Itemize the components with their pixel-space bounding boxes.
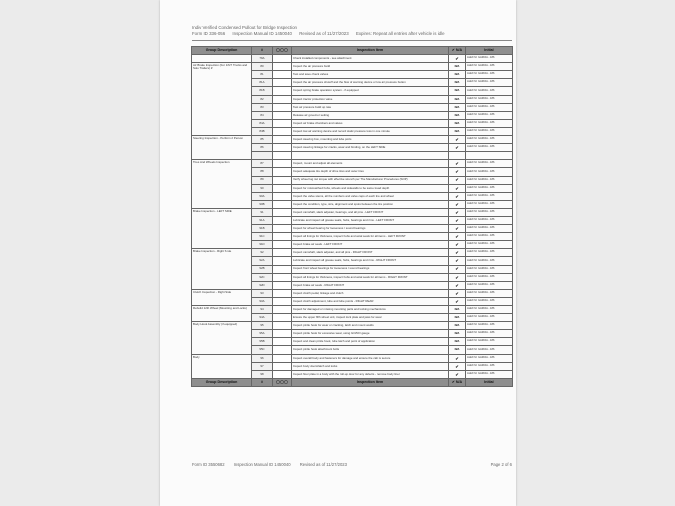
inspection-item-cell: Inspect brake air seals - LEFT FRONT: [292, 241, 449, 249]
item-number-cell: 90B: [252, 200, 273, 208]
group-description-cell: Rebuild 12th Wheel (Mounting and Locks): [192, 306, 252, 322]
table-row: [192, 306, 513, 314]
item-number-cell: 90A: [252, 192, 273, 200]
icon-check-cell: [273, 346, 292, 354]
check-mark-icon: ✔: [449, 273, 466, 281]
inspection-item-cell: Inspect camshaft, slack adjuster, bearings, and all pins - LEFT FRONT: [292, 208, 449, 216]
inspection-item-cell: Inspect and clean pintle hook, lube latch and point of application: [292, 338, 449, 346]
initial-signature-cell: ALEX M. GARCIA - 186: [466, 216, 513, 224]
not-applicable-mark: N/A: [449, 346, 466, 354]
header-rule: [192, 40, 512, 41]
inspection-item-cell: Inspect brake air seals - RIGHT FRONT: [292, 281, 449, 289]
inspection-item-cell: Inspect camshaft, slack adjuster, and all pins - RIGHT FRONT: [292, 249, 449, 257]
inspection-item-cell: [292, 152, 449, 160]
inspection-item-cell: Inspect tractor protection valve: [292, 95, 449, 103]
inspection-item-cell: Check installed components - see attachment: [292, 55, 449, 63]
header-title: Indiv Verified Condensed Pullout for Bridge Inspection: [192, 25, 297, 30]
icon-check-cell: [273, 314, 292, 322]
check-mark-icon: ✔: [449, 176, 466, 184]
item-number-cell: 81A: [252, 79, 273, 87]
inspection-item-cell: Inspect pintle hook for excessive wear, using GO/NO gauge: [292, 330, 449, 338]
initial-signature-cell: ALEX M. GARCIA - 186: [466, 346, 513, 354]
not-applicable-mark: N/A: [449, 71, 466, 79]
footer-revised: Revised as of 11/27/2023: [299, 462, 347, 467]
check-mark-icon: ✔: [449, 225, 466, 233]
check-mark-icon: ✔: [449, 249, 466, 257]
icon-check-cell: [273, 225, 292, 233]
item-number-cell: 91B: [252, 225, 273, 233]
footer-header-number: #: [252, 378, 273, 386]
icon-check-cell: [273, 160, 292, 168]
icon-check-cell: [273, 362, 292, 370]
inspection-item-cell: Verify wheel lug nut torque with effective wrench per The Manufacturer Procedures (SOP): [292, 176, 449, 184]
check-mark-icon: ✔: [449, 136, 466, 144]
item-number-cell: 98: [252, 370, 273, 378]
not-applicable-mark: N/A: [449, 119, 466, 127]
not-applicable-mark: N/A: [449, 103, 466, 111]
header-meta: [192, 31, 512, 37]
item-number-cell: 94A: [252, 314, 273, 322]
initial-signature-cell: ALEX M. GARCIA - 186: [466, 103, 513, 111]
group-description-cell: Brake Inspection - Right S ide: [192, 249, 252, 289]
check-mark-icon: ✔: [449, 362, 466, 370]
check-mark-icon: [449, 152, 466, 160]
not-applicable-mark: N/A: [449, 111, 466, 119]
inspection-item-cell: Inspect overall body and fasteners for damage and ensure the cab is secure: [292, 354, 449, 362]
icon-check-cell: [273, 71, 292, 79]
inspection-item-cell: Inspect, mount and adjust all elements: [292, 160, 449, 168]
icon-check-cell: [273, 119, 292, 127]
initial-signature-cell: ALEX M. GARCIA - 186: [466, 176, 513, 184]
initial-signature-cell: ALEX M. GARCIA - 186: [466, 338, 513, 346]
item-number-cell: 81B: [252, 87, 273, 95]
icon-check-cell: [273, 55, 292, 63]
icon-check-cell: [273, 330, 292, 338]
initial-signature-cell: ALEX M. GARCIA - 186: [466, 354, 513, 362]
initial-signature-cell: ALEX M. GARCIA - 186: [466, 322, 513, 330]
icon-check-cell: [273, 257, 292, 265]
item-number-cell: 96: [252, 354, 273, 362]
initial-signature-cell: ALEX M. GARCIA - 186: [466, 314, 513, 322]
inspection-item-cell: Inspect air brake chambers and valves: [292, 119, 449, 127]
group-description-cell: Steering Inspection - Perform 2 Person: [192, 136, 252, 160]
footer-header-item: Inspection Item: [292, 378, 449, 386]
initial-signature-cell: ALEX M. GARCIA - 186: [466, 249, 513, 257]
inspection-item-cell: Lubricate and inspect all grease seals, hubs, bearings and rims - RIGHT FRONT: [292, 257, 449, 265]
check-mark-icon: ✔: [449, 200, 466, 208]
item-number-cell: 84B: [252, 127, 273, 135]
initial-signature-cell: ALEX M. GARCIA - 186: [466, 200, 513, 208]
header-revised: Revised as of 11/27/2023: [299, 31, 349, 36]
item-number-cell: 90: [252, 184, 273, 192]
initial-signature-cell: [466, 152, 513, 160]
page-header: [192, 25, 512, 37]
icon-check-cell: [273, 370, 292, 378]
column-header-group: Group Description: [192, 47, 252, 55]
initial-signature-cell: ALEX M. GARCIA - 186: [466, 370, 513, 378]
check-mark-icon: ✔: [449, 55, 466, 63]
item-number-cell: 84A: [252, 119, 273, 127]
icon-check-cell: [273, 233, 292, 241]
check-mark-icon: ✔: [449, 281, 466, 289]
check-mark-icon: ✔: [449, 370, 466, 378]
table-row: [192, 289, 513, 297]
item-number-cell: 92D: [252, 281, 273, 289]
check-mark-icon: ✔: [449, 184, 466, 192]
icon-check-cell: [273, 200, 292, 208]
table-row: [192, 249, 513, 257]
icon-check-cell: [273, 306, 292, 314]
inspection-item-cell: Lubricate and inspect all grease seals, hubs, bearings and rims - LEFT FRONT: [292, 216, 449, 224]
inspection-item-cell: Inspect all linings for thickness, inspect hubs and axial seals for all items - RIGHT FRONT: [292, 273, 449, 281]
item-number-cell: 79A: [252, 55, 273, 63]
check-mark-icon: ✔: [449, 192, 466, 200]
item-number-cell: 95B: [252, 338, 273, 346]
inspection-item-cell: Inspect floor plate in a body with the roll-up door for any defects - remove body liner: [292, 370, 449, 378]
icon-check-cell: [273, 322, 292, 330]
initial-signature-cell: ALEX M. GARCIA - 186: [466, 257, 513, 265]
initial-signature-cell: ALEX M. GARCIA - 186: [466, 362, 513, 370]
check-mark-icon: ✔: [449, 168, 466, 176]
icon-check-cell: [273, 79, 292, 87]
icon-check-cell: [273, 127, 292, 135]
footer-header-status: ✔ N/A: [449, 378, 466, 386]
not-applicable-mark: N/A: [449, 330, 466, 338]
inspection-table: [191, 46, 513, 387]
table-row: [192, 160, 513, 168]
icon-check-cell: [273, 144, 292, 152]
initial-signature-cell: ALEX M. GARCIA - 186: [466, 265, 513, 273]
inspection-item-cell: Inspect the air pressure build: [292, 63, 449, 71]
icon-check-cell: [273, 192, 292, 200]
table-footer-row: [192, 378, 513, 386]
table-row: [192, 322, 513, 330]
column-header-initial: Initial: [466, 47, 513, 55]
header-inspection-manual: Inspection Manual ID 1450040: [232, 31, 292, 36]
initial-signature-cell: ALEX M. GARCIA - 186: [466, 208, 513, 216]
icon-check-cell: [273, 265, 292, 273]
initial-signature-cell: ALEX M. GARCIA - 186: [466, 281, 513, 289]
header-form-number: Form ID 336-056: [192, 31, 226, 36]
inspection-item-cell: Test air pressure build up rate: [292, 103, 449, 111]
item-number-cell: 85: [252, 136, 273, 144]
icon-check-cell: [273, 136, 292, 144]
not-applicable-mark: N/A: [449, 79, 466, 87]
check-mark-icon: ✔: [449, 216, 466, 224]
item-number-cell: 84: [252, 111, 273, 119]
item-number-cell: 80: [252, 63, 273, 71]
group-description-cell: Clutch Inspection - Right Side: [192, 289, 252, 305]
icon-check-cell: [273, 168, 292, 176]
initial-signature-cell: ALEX M. GARCIA - 186: [466, 71, 513, 79]
inspection-item-cell: Inspect the condition, type, size, alignment and spots between the tire position: [292, 200, 449, 208]
initial-signature-cell: ALEX M. GARCIA - 186: [466, 87, 513, 95]
item-number-cell: 82: [252, 95, 273, 103]
icon-check-cell: [273, 63, 292, 71]
icon-check-cell: [273, 273, 292, 281]
group-description-cell: Brake Inspection - LEFT SIDE: [192, 208, 252, 248]
item-number-cell: 92C: [252, 273, 273, 281]
check-mark-icon: ✔: [449, 297, 466, 305]
icon-check-cell: [273, 152, 292, 160]
check-mark-icon: ✔: [449, 160, 466, 168]
icon-check-cell: [273, 208, 292, 216]
page-footer: [192, 462, 512, 467]
check-mark-icon: ✔: [449, 208, 466, 216]
inspection-item-cell: Inspect steering linkage for cracks, wear and binding, on the LEFT SIDE: [292, 144, 449, 152]
item-number-cell: 92B: [252, 265, 273, 273]
header-note: Expires: Repeat all entries after vehicle is idle: [355, 31, 445, 36]
inspection-item-cell: Inspect body doors/latch and locks: [292, 362, 449, 370]
not-applicable-mark: N/A: [449, 322, 466, 330]
initial-signature-cell: ALEX M. GARCIA - 186: [466, 119, 513, 127]
column-header-status: ✔ N/A: [449, 47, 466, 55]
initial-signature-cell: ALEX M. GARCIA - 186: [466, 192, 513, 200]
table-row: [192, 354, 513, 362]
initial-signature-cell: ALEX M. GARCIA - 186: [466, 136, 513, 144]
page-number: Page 2 of 6: [490, 462, 512, 467]
check-mark-icon: ✔: [449, 257, 466, 265]
group-description-cell: Tires And Wheels Inspection: [192, 160, 252, 209]
icon-check-cell: [273, 297, 292, 305]
item-number-cell: 95: [252, 322, 273, 330]
not-applicable-mark: N/A: [449, 127, 466, 135]
initial-signature-cell: ALEX M. GARCIA - 186: [466, 168, 513, 176]
initial-signature-cell: ALEX M. GARCIA - 186: [466, 144, 513, 152]
icon-check-cell: [273, 176, 292, 184]
initial-signature-cell: ALEX M. GARCIA - 186: [466, 184, 513, 192]
icon-check-cell: [273, 281, 292, 289]
table-row: [192, 136, 513, 144]
check-mark-icon: ✔: [449, 289, 466, 297]
item-number-cell: 89: [252, 176, 273, 184]
footer-form-number: Form ID 3550682: [192, 462, 225, 467]
icon-check-cell: [273, 95, 292, 103]
footer-header-icons: ◯◯◯: [273, 378, 292, 386]
check-mark-icon: ✔: [449, 241, 466, 249]
item-number-cell: 95A: [252, 330, 273, 338]
inspection-item-cell: Inspect clutch pedal, linkage and clutch: [292, 289, 449, 297]
column-header-icons: ◯◯◯: [273, 47, 292, 55]
inspection-item-cell: Inspect front wheel bearings for looseness / sound bearings: [292, 265, 449, 273]
footer-inspection-manual: Inspection Manual ID 1450040: [233, 462, 291, 467]
initial-signature-cell: ALEX M. GARCIA - 186: [466, 273, 513, 281]
initial-signature-cell: ALEX M. GARCIA - 186: [466, 289, 513, 297]
not-applicable-mark: N/A: [449, 338, 466, 346]
icon-check-cell: [273, 289, 292, 297]
item-number-cell: 93: [252, 289, 273, 297]
icon-check-cell: [273, 111, 292, 119]
table-body: [192, 55, 513, 379]
item-number-cell: 86: [252, 144, 273, 152]
inspection-item-cell: Test and save check valves: [292, 71, 449, 79]
initial-signature-cell: ALEX M. GARCIA - 186: [466, 127, 513, 135]
inspection-item-cell: Inspect adequate tire depth of drive tires and outer tires: [292, 168, 449, 176]
icon-check-cell: [273, 241, 292, 249]
initial-signature-cell: ALEX M. GARCIA - 186: [466, 79, 513, 87]
column-header-number: #: [252, 47, 273, 55]
inspection-item-cell: Inspect clutch adjustment, lube and lube points - RIGHT REAR: [292, 297, 449, 305]
group-description-cell: Air Brake Inspection (For 1/6/7 Trucks and Solo Trailers) #: [192, 63, 252, 136]
icon-check-cell: [273, 87, 292, 95]
item-number-cell: 91D: [252, 241, 273, 249]
document-page: [160, 0, 516, 506]
item-number-cell: 83: [252, 103, 273, 111]
initial-signature-cell: ALEX M. GARCIA - 186: [466, 63, 513, 71]
icon-check-cell: [273, 103, 292, 111]
item-number-cell: 94: [252, 306, 273, 314]
table-header-row: [192, 47, 513, 55]
initial-signature-cell: ALEX M. GARCIA - 186: [466, 241, 513, 249]
icon-check-cell: [273, 354, 292, 362]
inspection-item-cell: Inspect low air warning device and record static pressure loss in one minute: [292, 127, 449, 135]
initial-signature-cell: ALEX M. GARCIA - 186: [466, 160, 513, 168]
not-applicable-mark: N/A: [449, 63, 466, 71]
initial-signature-cell: ALEX M. GARCIA - 186: [466, 55, 513, 63]
table-row: [192, 55, 513, 63]
initial-signature-cell: ALEX M. GARCIA - 186: [466, 225, 513, 233]
initial-signature-cell: ALEX M. GARCIA - 186: [466, 111, 513, 119]
inspection-item-cell: Inspect spring brake operation system - if equipped: [292, 87, 449, 95]
check-mark-icon: ✔: [449, 265, 466, 273]
inspection-item-cell: Inspect the valve stems, all the numbers and valve caps of each tire and wheel: [292, 192, 449, 200]
table-row: [192, 208, 513, 216]
item-number-cell: [252, 152, 273, 160]
item-number-cell: 88: [252, 168, 273, 176]
table-row: [192, 63, 513, 71]
inspection-item-cell: Inspect for mismatched hubs, wheels and sidewalls to be same tread depth: [292, 184, 449, 192]
item-number-cell: 81: [252, 71, 273, 79]
initial-signature-cell: ALEX M. GARCIA - 186: [466, 297, 513, 305]
not-applicable-mark: N/A: [449, 87, 466, 95]
item-number-cell: 91A: [252, 216, 273, 224]
item-number-cell: 92A: [252, 257, 273, 265]
inspection-item-cell: Inspect for wheel bearing for looseness / sound bearings: [292, 225, 449, 233]
footer-header-group: Group Description: [192, 378, 252, 386]
check-mark-icon: ✔: [449, 144, 466, 152]
item-number-cell: 93A: [252, 297, 273, 305]
item-number-cell: 95C: [252, 346, 273, 354]
inspection-item-cell: Inspect pintle hook for wear or cracking, latch and mount welds: [292, 322, 449, 330]
column-header-item: Inspection Item: [292, 47, 449, 55]
icon-check-cell: [273, 249, 292, 257]
initial-signature-cell: ALEX M. GARCIA - 186: [466, 306, 513, 314]
inspection-item-cell: Ensure the upper fifth wheel unit, inspect lock plate and jaws for wear: [292, 314, 449, 322]
inspection-item-cell: Inspect for damaged or missing mounting parts and locking mechanisms: [292, 306, 449, 314]
initial-signature-cell: ALEX M. GARCIA - 186: [466, 95, 513, 103]
inspection-item-cell: Release air governor setting: [292, 111, 449, 119]
not-applicable-mark: N/A: [449, 306, 466, 314]
initial-signature-cell: ALEX M. GARCIA - 186: [466, 330, 513, 338]
icon-check-cell: [273, 338, 292, 346]
initial-signature-cell: ALEX M. GARCIA - 186: [466, 233, 513, 241]
inspection-item-cell: Inspect all linings for thickness, inspect hubs and axial seals for all items - LEFT FRONT: [292, 233, 449, 241]
check-mark-icon: ✔: [449, 354, 466, 362]
item-number-cell: 87: [252, 160, 273, 168]
icon-check-cell: [273, 216, 292, 224]
inspection-item-cell: Inspect pintle hook attachment bolts: [292, 346, 449, 354]
group-description-cell: [192, 55, 252, 63]
check-mark-icon: ✔: [449, 233, 466, 241]
group-description-cell: Body Hook Assembly (if equipped): [192, 322, 252, 354]
footer-header-initial: Initial: [466, 378, 513, 386]
item-number-cell: 92: [252, 249, 273, 257]
group-description-cell: Body: [192, 354, 252, 378]
not-applicable-mark: N/A: [449, 95, 466, 103]
item-number-cell: 91: [252, 208, 273, 216]
item-number-cell: 91C: [252, 233, 273, 241]
inspection-item-cell: Inspect steering box, mounting and lube ports: [292, 136, 449, 144]
inspection-item-cell: Inspect the air pressure shutoff and the flow of warning device or low air pressure button: [292, 79, 449, 87]
icon-check-cell: [273, 184, 292, 192]
item-number-cell: 97: [252, 362, 273, 370]
not-applicable-mark: N/A: [449, 314, 466, 322]
